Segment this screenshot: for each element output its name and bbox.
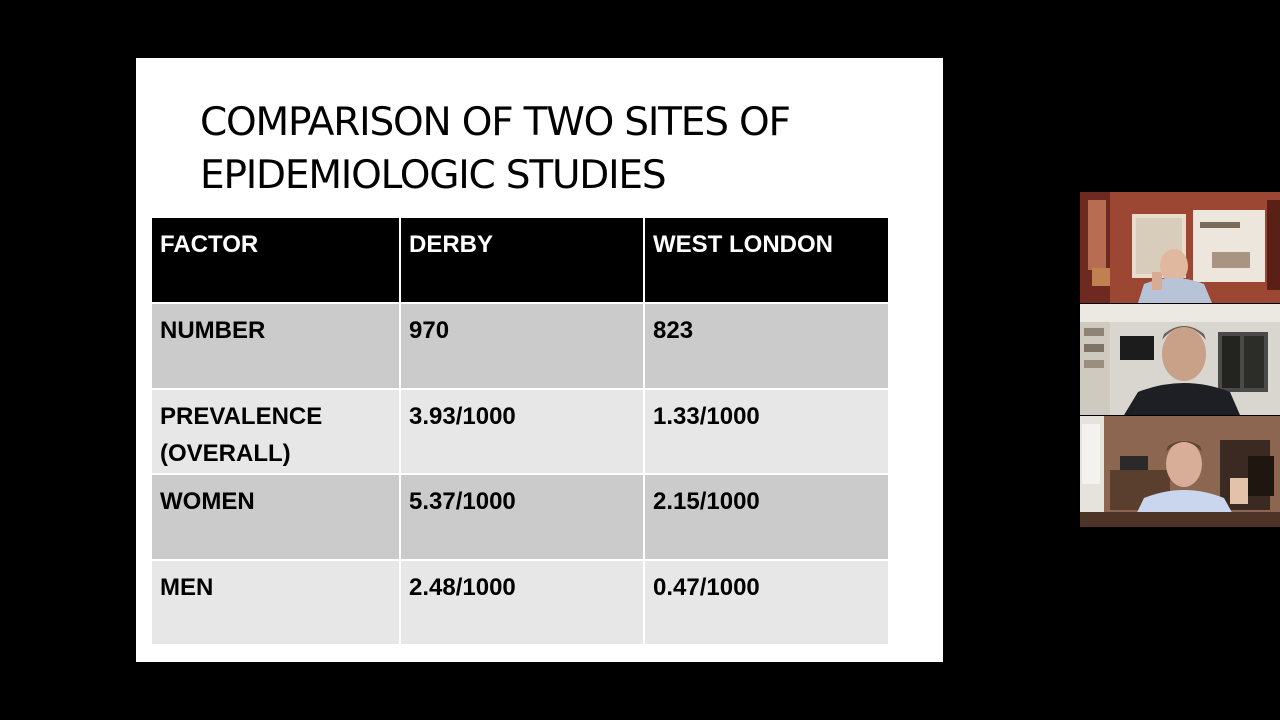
- cell-derby: 5.37/1000: [400, 474, 644, 560]
- slide-title: [200, 96, 900, 202]
- cell-west-london: 823: [644, 303, 888, 389]
- video-feed-icon: [1080, 192, 1280, 303]
- table-row: [152, 474, 888, 560]
- cell-factor: NUMBER: [152, 303, 400, 389]
- participant-2-video[interactable]: [1080, 304, 1280, 415]
- cell-factor: WOMEN: [152, 474, 400, 560]
- cell-derby: 970: [400, 303, 644, 389]
- cell-factor: MEN: [152, 560, 400, 646]
- header-derby: DERBY: [400, 218, 644, 303]
- participant-3-video[interactable]: [1080, 416, 1280, 527]
- table-row: [152, 303, 888, 389]
- comparison-table: [152, 218, 888, 646]
- table-row: [152, 389, 888, 475]
- video-feed-icon: [1080, 416, 1280, 527]
- table-header-row: [152, 218, 888, 303]
- video-feed-icon: [1080, 304, 1280, 415]
- header-west-london: WEST LONDON: [644, 218, 888, 303]
- slide-title-line-2: EPIDEMIOLOGIC STUDIES: [200, 153, 666, 198]
- table-row: [152, 560, 888, 646]
- header-factor: FACTOR: [152, 218, 400, 303]
- cell-derby: 2.48/1000: [400, 560, 644, 646]
- slide-title-line-1: COMPARISON OF TWO SITES OF: [200, 100, 790, 145]
- shared-slide: [136, 58, 943, 662]
- cell-west-london: 2.15/1000: [644, 474, 888, 560]
- participant-video-strip: [1080, 192, 1280, 528]
- cell-west-london: 0.47/1000: [644, 560, 888, 646]
- cell-derby: 3.93/1000: [400, 389, 644, 475]
- cell-west-london: 1.33/1000: [644, 389, 888, 475]
- cell-factor: PREVALENCE (OVERALL): [152, 389, 400, 475]
- participant-1-video[interactable]: [1080, 192, 1280, 303]
